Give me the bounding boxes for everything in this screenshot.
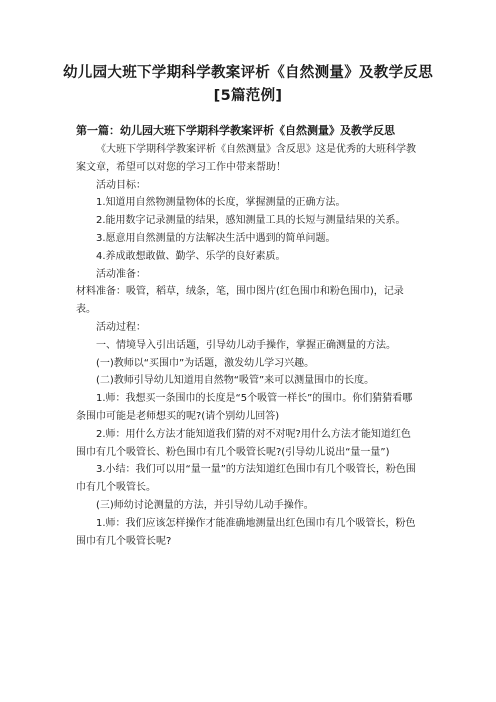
document-title: 幼儿园大班下学期科学教案评析《自然测量》及教学反思[5篇范例] xyxy=(63,65,433,104)
paragraph: 3.小结：我们可以用“量一量”的方法知道红色围巾有几个吸管长，粉色围巾有几个吸管长。 xyxy=(76,464,416,494)
paragraph: 《大班下学期科学教案评析《自然测量》含反思》这是优秀的大班科学教案文章，希望可以对您的学习工作中带来帮助！ xyxy=(76,144,416,173)
paragraph: 一、情境导入引出话题，引导幼儿动手操作，掌握正确测量的方法。 xyxy=(96,339,396,351)
paragraph: 材料准备：吸管，稻草，绒条，笔，围巾图片(红色围巾和粉色围巾)，记录表。 xyxy=(76,286,404,316)
paragraph: (一)教师以“买围巾”为话题，激发幼儿学习兴趣。 xyxy=(96,357,315,369)
paragraph: 2.能用数字记录测量的结果，感知测量工具的长短与测量结果的关系。 xyxy=(96,215,406,227)
section-heading: 第一篇：幼儿园大班下学期科学教案评析《自然测量》及教学反思 xyxy=(76,124,395,137)
paragraph: 活动目标： xyxy=(96,179,146,191)
paragraph: 4.养成敢想敢做、勤学、乐学的良好素质。 xyxy=(96,250,286,262)
paragraph: (三)师幼讨论测量的方法，并引导幼儿动手操作。 xyxy=(96,499,314,511)
paragraph: 3.愿意用自然测量的方法解决生活中遇到的简单问题。 xyxy=(96,232,336,244)
document-body xyxy=(76,141,420,550)
paragraph: 2.师：用什么方法才能知道我们猜的对不对呢?用什么方法才能知道红色围巾有几个吸管长、粉色围巾有几个吸管长呢?(引导幼儿说出“量一量”) xyxy=(76,428,411,458)
paragraph: (二)教师引导幼儿知道用自然物“吸管”来可以测量围巾的长度。 xyxy=(96,375,375,387)
paragraph: 1.知道用自然物测量物体的长度，掌握测量的正确方法。 xyxy=(96,197,346,209)
paragraph: 活动准备： xyxy=(96,268,146,280)
paragraph: 活动过程： xyxy=(96,321,146,333)
paragraph: 1.师：我们应该怎样操作才能准确地测量出红色围巾有几个吸管长，粉色围巾有几个吸管长呢? xyxy=(76,517,416,547)
paragraph: 1.师：我想买一条围巾的长度是“5个吸管一样长”的围巾。你们猜猜看哪条围巾可能是老师想买的呢?(请个别幼儿回答) xyxy=(76,393,413,422)
